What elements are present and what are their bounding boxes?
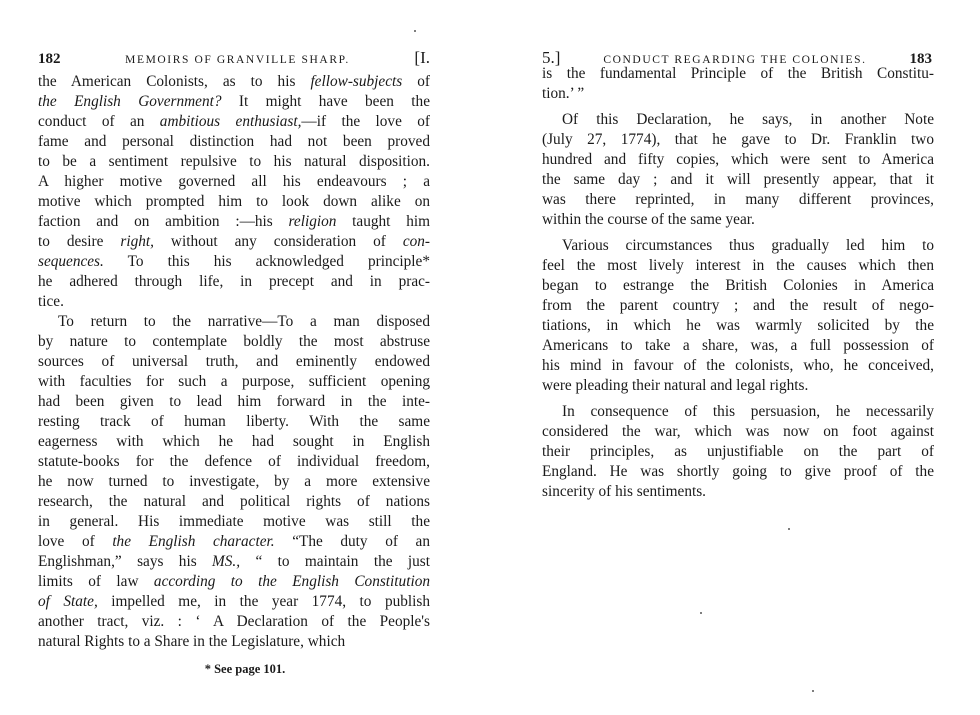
text-line: tiations, in which he was warmly solicited by the [542,317,934,334]
text-line: he now turned to investigate, by a more extensive [38,473,430,490]
text-line: the American Colonists, as to his fellow-subjects of [38,73,430,90]
text-line: within the course of the same year. [542,211,755,228]
text-line: feel the most lively interest in the causes which then [542,257,934,274]
text-line: had been given to lead him forward in the inte- [38,393,430,410]
left-running-header [38,48,430,68]
left-chapter-mark: [I. [414,48,430,67]
text-line: the English Government? It might have been the [38,93,430,110]
text-line: was there reprinted, in many different provinces, [542,191,934,208]
text-line: began to estrange the British Colonies in America [542,277,934,294]
left-running-title: MEMOIRS OF GRANVILLE SHARP. [125,54,350,66]
text-line: faction and on ambition :—his religion taught him [38,213,430,230]
scan-speck [414,30,416,32]
left-page-number: 182 [38,51,61,67]
right-page-text [542,64,934,502]
text-line: sequences. To this his acknowledged principle* [38,253,430,270]
text-line: to desire right, without any consideration of con- [38,233,430,250]
right-page [490,0,980,715]
text-line: from the parent country ; and the result of nego- [542,297,934,314]
text-line: sincerity of his sentiments. [542,483,706,500]
text-line: in general. His immediate motive was still the [38,513,430,530]
text-line: tion.’ ” [542,85,585,102]
text-line: by nature to contemplate boldly the most abstruse [38,333,430,350]
text-line: natural Rights to a Share in the Legislature, which [38,633,346,650]
text-line: motive which prompted him to look down alike on [38,193,430,210]
text-line: To return to the narrative—To a man disposed [58,313,430,330]
text-line: Americans to take a share, was, a full possession of [542,337,934,354]
text-line: sources of universal truth, and eminently endowed [38,353,430,370]
text-line: Of this Declaration, he says, in another Note [562,111,934,128]
left-page-text [38,72,430,652]
right-chapter-mark: 5.] [542,48,561,67]
text-line: the same day ; and it will presently appear, that it [542,171,934,188]
text-line: (July 27, 1774), that he gave to Dr. Franklin two [542,131,934,148]
text-line: hundred and fifty copies, which were sent to America [542,151,934,168]
scan-speck [700,612,702,614]
text-line: fame and personal distinction had not been proved [38,133,430,150]
text-line: love of the English character. “The duty of an [38,533,430,550]
text-line: eagerness with which he had sought in English [38,433,430,450]
right-running-title: CONDUCT REGARDING THE COLONIES. [603,54,867,66]
text-line: to be a sentiment repulsive to his natural disposition. [38,153,430,170]
text-line: A higher motive governed all his endeavours ; a [38,173,430,190]
text-line: were pleading their natural and legal rights. [542,377,809,394]
text-line: he adhered through life, in precept and in prac- [38,273,430,290]
text-line: research, the natural and political rights of nations [38,493,430,510]
text-line: England. He was shortly going to give proof of the [542,463,934,480]
text-line: Various circumstances thus gradually led him to [562,237,934,254]
text-line: another tract, viz. : ‘ A Declaration of the People's [38,613,430,630]
scan-speck [788,528,790,530]
text-line: his mind in favour of the colonists, who, he conceived, [542,357,934,374]
scan-speck [812,690,814,692]
text-line: resting track of human liberty. With the same [38,413,430,430]
text-line: conduct of an ambitious enthusiast,—if the love of [38,113,431,130]
text-line: their principles, as unjustifiable on the part of [542,443,934,460]
text-line: of State, impelled me, in the year 1774, to publish [38,593,430,610]
text-line: limits of law according to the English Constitution [38,573,430,590]
text-line: tice. [38,293,64,310]
right-page-number: 183 [909,51,932,67]
text-line: statute-books for the defence of individual freedom, [38,453,430,470]
text-line: with faculties for such a purpose, sufficient opening [38,373,430,390]
text-line: In consequence of this persuasion, he necessarily [562,403,934,420]
text-line: considered the war, which was now on foot against [542,423,934,440]
text-line: is the fundamental Principle of the British Constitu- [542,65,934,82]
text-line: Englishman,” says his MS., “ to maintain the just [38,553,430,570]
footnote: * See page 101. [204,662,286,676]
